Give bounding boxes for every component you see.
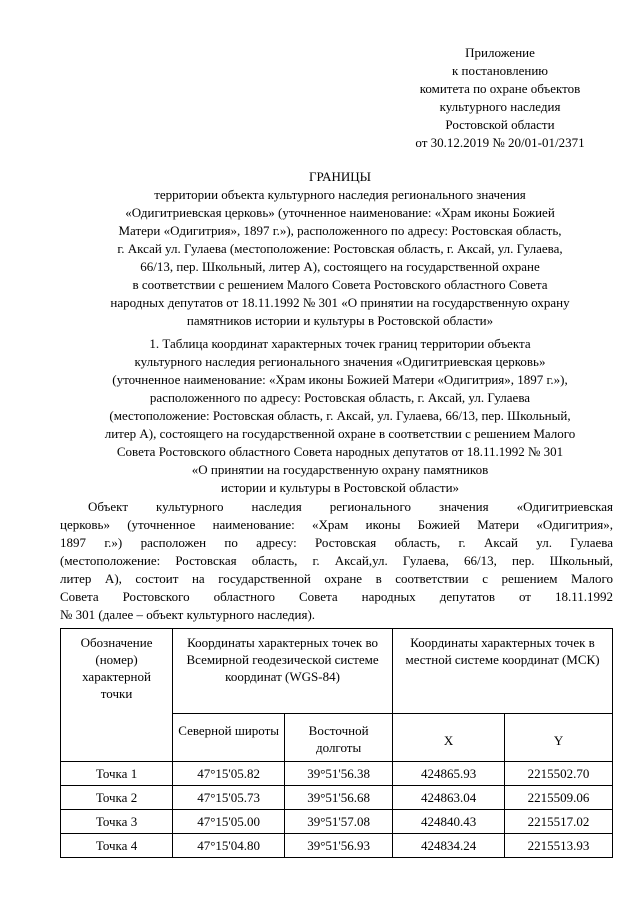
cell-longitude: 39°51'56.93 bbox=[285, 834, 393, 858]
paragraph-line: церковь» (уточненное наименование: «Храм иконы Божией Матери «Одигитрия», bbox=[60, 517, 613, 532]
cell-latitude: 47°15'05.00 bbox=[173, 810, 285, 834]
paragraph-line: Объект культурного наследия регионального значения «Одигитриевская bbox=[88, 499, 613, 514]
title-line: памятников истории и культуры в Ростовской области» bbox=[186, 313, 494, 328]
section-line: (местоположение: Ростовская область, г. Аксай, ул. Гулаева, 66/13, пер. Школьный, bbox=[109, 408, 571, 423]
header-x: X bbox=[393, 714, 505, 762]
cell-latitude: 47°15'05.82 bbox=[173, 762, 285, 786]
paragraph-line: (местоположение: Ростовская область, г. Аксай,ул. Гулаева, 66/13, пер. Школьный, bbox=[60, 553, 613, 568]
cell-x: 424865.93 bbox=[393, 762, 505, 786]
section-line: «О принятии на государственную охрану памятников bbox=[191, 462, 489, 477]
cell-latitude: 47°15'04.80 bbox=[173, 834, 285, 858]
appendix-block bbox=[380, 44, 620, 152]
cell-point: Точка 3 bbox=[61, 810, 173, 834]
title-heading: ГРАНИЦЫ bbox=[309, 169, 371, 184]
table-row bbox=[61, 834, 613, 858]
document-title bbox=[60, 168, 620, 330]
header-latitude: Северной широты bbox=[173, 714, 285, 762]
table-row bbox=[61, 786, 613, 810]
body-paragraph bbox=[60, 498, 613, 624]
cell-y: 2215513.93 bbox=[505, 834, 613, 858]
appendix-line: к постановлению bbox=[451, 63, 549, 78]
table-row bbox=[61, 762, 613, 786]
cell-point: Точка 1 bbox=[61, 762, 173, 786]
cell-longitude: 39°51'57.08 bbox=[285, 810, 393, 834]
header-point-designation: Обозначение (номер) характерной точки bbox=[61, 629, 173, 762]
section-heading bbox=[60, 335, 620, 497]
paragraph-line: литер А), состоит на государственной охране в соответствии с решением Малого bbox=[60, 571, 613, 586]
cell-y: 2215517.02 bbox=[505, 810, 613, 834]
title-line: 66/13, пер. Школьный, литер А), состоящего на государственной охране bbox=[140, 259, 540, 274]
cell-x: 424840.43 bbox=[393, 810, 505, 834]
header-wgs84: Координаты характерных точек во Всемирной геодезической системе координат (WGS-84) bbox=[173, 629, 393, 714]
coordinates-table bbox=[60, 628, 613, 858]
section-line: (уточненное наименование: «Храм иконы Божией Матери «Одигитрия», 1897 г.»), bbox=[112, 372, 568, 387]
title-line: территории объекта культурного наследия регионального значения bbox=[154, 187, 526, 202]
table-header-row bbox=[61, 629, 613, 714]
cell-y: 2215502.70 bbox=[505, 762, 613, 786]
cell-point: Точка 2 bbox=[61, 786, 173, 810]
paragraph-line: 1897 г.») расположен по адресу: Ростовская область, г. Аксай ул. Гулаева bbox=[60, 535, 613, 550]
section-line: литер А), состоящего на государственной охране в соответствии с решением Малого bbox=[104, 426, 576, 441]
appendix-line: от 30.12.2019 № 20/01-01/2371 bbox=[415, 135, 585, 150]
section-line: 1. Таблица координат характерных точек границ территории объекта bbox=[149, 336, 531, 351]
header-msk: Координаты характерных точек в местной системе координат (МСК) bbox=[393, 629, 613, 714]
header-longitude: Восточной долготы bbox=[285, 714, 393, 762]
paragraph-line: № 301 (далее – объект культурного наследия). bbox=[60, 607, 316, 622]
section-line: расположенного по адресу: Ростовская область, г. Аксай, ул. Гулаева bbox=[149, 390, 531, 405]
cell-x: 424863.04 bbox=[393, 786, 505, 810]
title-line: народных депутатов от 18.11.1992 № 301 «О принятии на государственную охрану bbox=[110, 295, 570, 310]
title-line: Матери «Одигитрия», 1897 г.»), расположенного по адресу: Ростовская область, bbox=[118, 223, 562, 238]
cell-y: 2215509.06 bbox=[505, 786, 613, 810]
appendix-line: Ростовской области bbox=[445, 117, 555, 132]
appendix-line: культурного наследия bbox=[439, 99, 561, 114]
section-line: культурного наследия регионального значения «Одигитриевская церковь» bbox=[134, 354, 546, 369]
appendix-line: Приложение bbox=[465, 45, 535, 60]
cell-point: Точка 4 bbox=[61, 834, 173, 858]
section-line: Совета Ростовского областного Совета народных депутатов от 18.11.1992 № 301 bbox=[116, 444, 564, 459]
appendix-line: комитета по охране объектов bbox=[419, 81, 581, 96]
cell-longitude: 39°51'56.68 bbox=[285, 786, 393, 810]
title-line: «Одигитриевская церковь» (уточненное наименование: «Храм иконы Божией bbox=[125, 205, 555, 220]
cell-longitude: 39°51'56.38 bbox=[285, 762, 393, 786]
table-row bbox=[61, 810, 613, 834]
title-line: в соответствии с решением Малого Совета Ростовского областного Совета bbox=[132, 277, 548, 292]
title-line: г. Аксай ул. Гулаева (местоположение: Ростовская область, г. Аксай, ул. Гулаева, bbox=[117, 241, 563, 256]
section-line: истории и культуры в Ростовской области» bbox=[220, 480, 460, 495]
cell-latitude: 47°15'05.73 bbox=[173, 786, 285, 810]
header-y: Y bbox=[505, 714, 613, 762]
paragraph-line: Совета Ростовского областного Совета народных депутатов от 18.11.1992 bbox=[60, 589, 613, 604]
cell-x: 424834.24 bbox=[393, 834, 505, 858]
